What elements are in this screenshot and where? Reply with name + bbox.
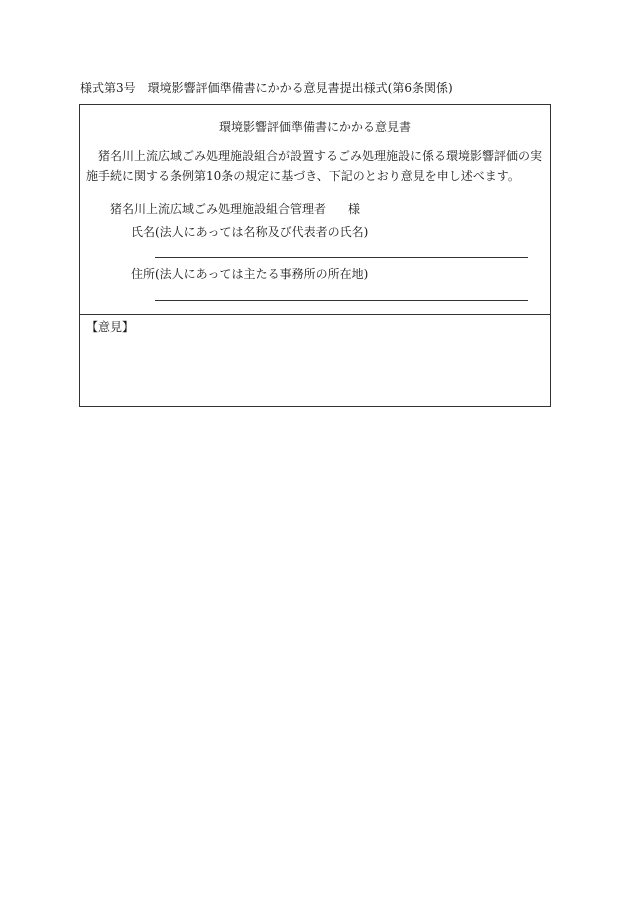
document-title: 環境影響評価準備書にかかる意見書	[218, 120, 411, 134]
name-field-label: 氏名(法人にあっては名称及び代表者の氏名)	[131, 225, 369, 239]
form-header-section	[80, 105, 550, 315]
name-field-line[interactable]	[155, 257, 528, 258]
honorific: 様	[348, 202, 361, 216]
address-field-label: 住所(法人にあっては主たる事務所の所在地)	[131, 267, 369, 281]
addressee-line	[110, 201, 360, 217]
form-number-label: 様式第3号 環境影響評価準備書にかかる意見書提出様式(第6条関係)	[80, 81, 453, 95]
declaration-text: 猪名川上流広域ごみ処理施設組合が設置するごみ処理施設に係る環境影響評価の実施手続に関する条例第10条の規定に基づき、下記のとおり意見を申し述べます。	[86, 149, 543, 183]
opinion-section-label: 【意見】	[86, 320, 135, 334]
address-field-line[interactable]	[155, 300, 528, 301]
addressee-name: 猪名川上流広域ごみ処理施設組合管理者	[110, 202, 327, 216]
opinion-writing-area[interactable]	[86, 339, 546, 401]
opinion-form	[79, 104, 551, 407]
